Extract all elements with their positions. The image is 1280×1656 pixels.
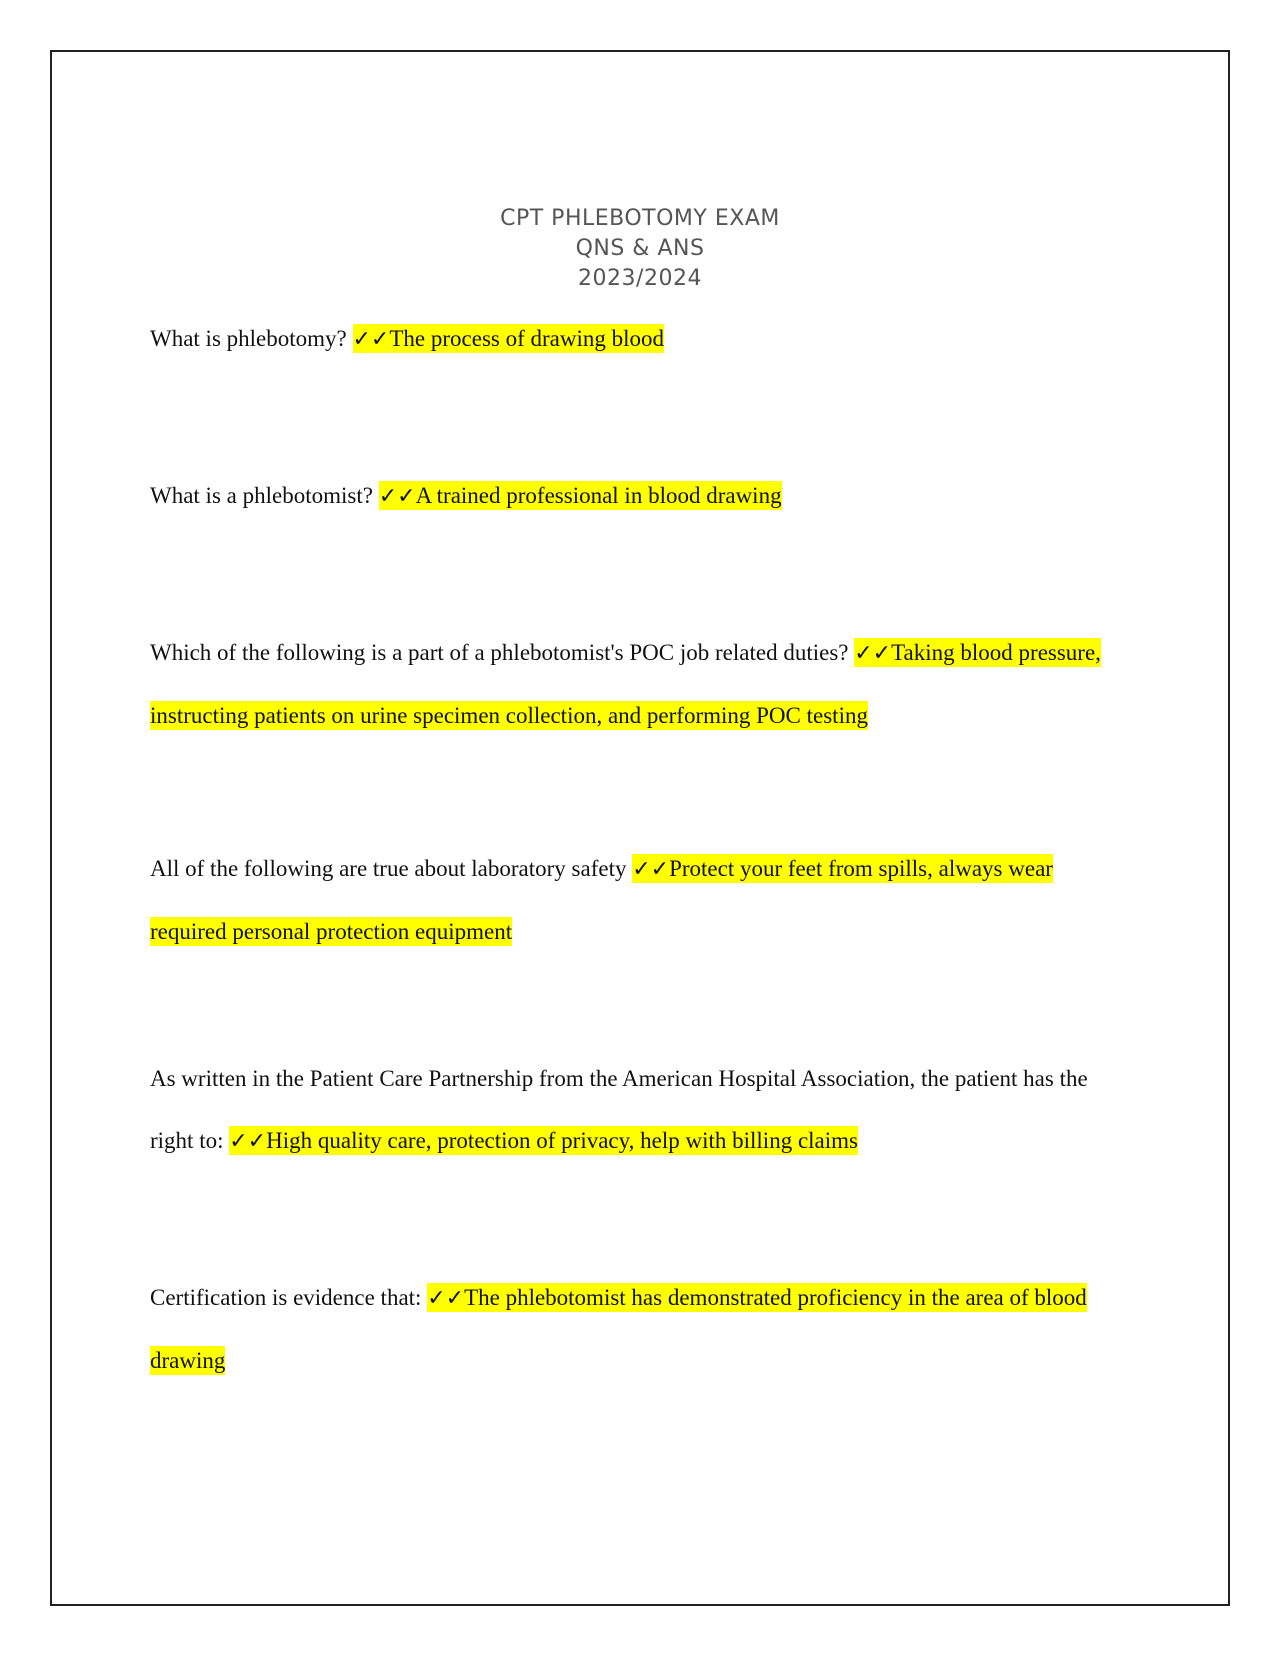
qa-item [150,622,1110,747]
title-line-3: 2023/2024 [578,266,702,291]
qa-item [150,1048,1110,1173]
qa-item [150,465,1110,528]
question-text: All of the following are true about laboratory safety [150,856,627,881]
question-text: As written in the Patient Care Partnership from the American Hospital Association, the patient has the right to: [150,1066,1088,1153]
question-text: Certification is evidence that: [150,1285,422,1310]
title-line-1: CPT PHLEBOTOMY EXAM [500,206,780,231]
answer-text: High quality care, protection of privacy, help with billing claims [266,1128,858,1153]
double-check-icon: ✓✓ [229,1129,267,1154]
document-title [0,204,1280,294]
double-check-icon: ✓✓ [378,484,416,509]
double-check-icon: ✓✓ [352,327,390,352]
double-check-icon: ✓✓ [427,1286,465,1311]
question-text: What is phlebotomy? [150,326,347,351]
answer-text: Taking blood pressure, instructing patients on urine specimen collection, and performing POC testing [150,640,1101,728]
question-text: What is a phlebotomist? [150,483,373,508]
answer-highlight [379,481,782,510]
answer-text: The phlebotomist has demonstrated proficiency in the area of blood drawing [150,1285,1087,1373]
answer-text: The process of drawing blood [389,326,665,351]
qa-item [150,838,1110,963]
title-line-2: QNS & ANS [575,236,705,261]
question-text: Which of the following is a part of a phlebotomist's POC job related duties? [150,640,849,665]
double-check-icon: ✓✓ [632,857,670,882]
answer-text: Protect your feet from spills, always wear required personal protection equipment [150,856,1053,944]
qa-item [150,1267,1110,1392]
qa-item [150,308,1110,371]
double-check-icon: ✓✓ [854,641,892,666]
answer-highlight [229,1126,858,1155]
answer-text: A trained professional in blood drawing [415,483,782,508]
answer-highlight [353,324,665,353]
